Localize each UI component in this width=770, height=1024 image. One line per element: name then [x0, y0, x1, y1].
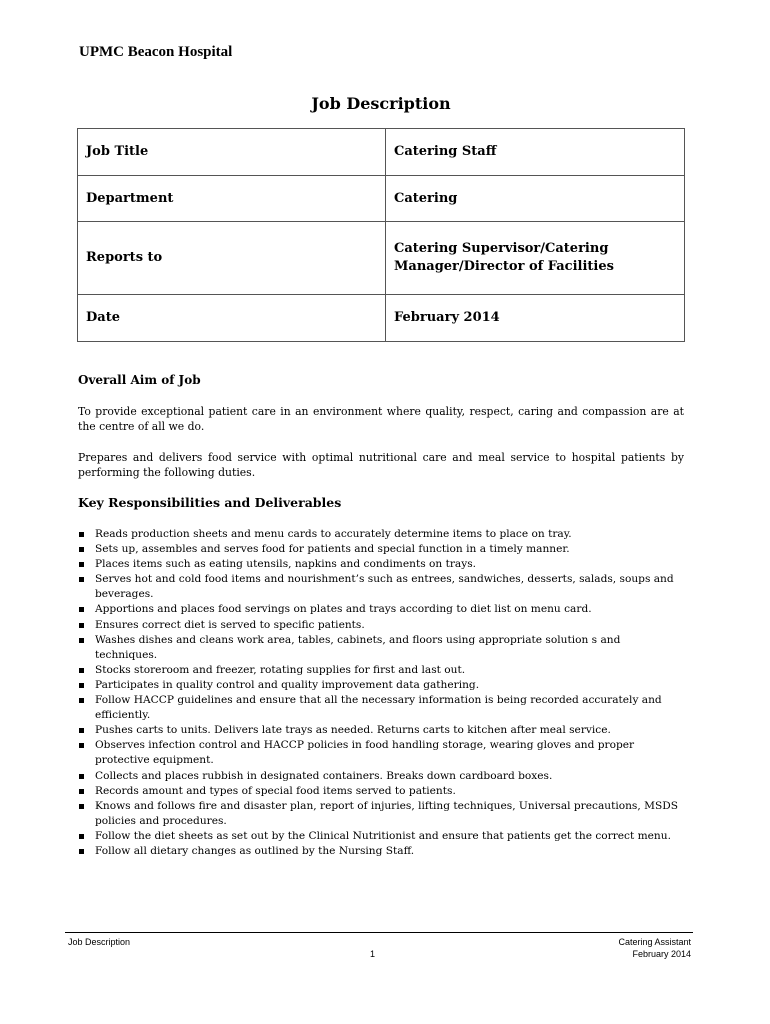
footer-right-top: Catering Assistant: [618, 937, 691, 947]
list-item: Follow HACCP guidelines and ensure that all the necessary information is being recorded accurately and efficiently.: [78, 693, 684, 723]
department-value: Catering: [386, 176, 685, 222]
responsibilities-heading: Key Responsibilities and Deliverables: [78, 495, 342, 510]
list-item: Washes dishes and cleans work area, tables, cabinets, and floors using appropriate solution s and techniques.: [78, 633, 684, 663]
job-title-label: Job Title: [78, 129, 386, 176]
list-item: Serves hot and cold food items and nourishment’s such as entrees, sandwiches, desserts, salads, soups and beverages.: [78, 572, 684, 602]
job-title-value: Catering Staff: [386, 129, 685, 176]
table-row: [78, 295, 685, 342]
hospital-name: UPMC Beacon Hospital: [79, 44, 233, 60]
list-item: Ensures correct diet is served to specific patients.: [78, 618, 684, 633]
list-item: Observes infection control and HACCP policies in food handling storage, wearing gloves and proper protective equipment.: [78, 738, 684, 768]
list-item: Reads production sheets and menu cards to accurately determine items to place on tray.: [78, 527, 684, 542]
table-row: [78, 176, 685, 222]
list-item: Places items such as eating utensils, napkins and condiments on trays.: [78, 557, 684, 572]
department-label: Department: [78, 176, 386, 222]
list-item: Apportions and places food servings on plates and trays according to diet list on menu card.: [78, 602, 684, 617]
list-item: Stocks storeroom and freezer, rotating supplies for first and last out.: [78, 663, 684, 678]
list-item: Follow the diet sheets as set out by the Clinical Nutritionist and ensure that patients get the correct menu.: [78, 829, 684, 844]
list-item: Knows and follows fire and disaster plan, report of injuries, lifting techniques, Universal precautions, MSDS policies and procedures.: [78, 799, 684, 829]
document-title: Job Description: [311, 94, 451, 113]
reports-to-value: Catering Supervisor/Catering Manager/Director of Facilities: [386, 222, 685, 295]
reports-to-label: Reports to: [78, 222, 386, 295]
footer-right-bottom: February 2014: [632, 949, 691, 959]
responsibilities-list: [78, 527, 684, 769]
table-row: [78, 129, 685, 176]
date-label: Date: [78, 295, 386, 342]
overall-aim-heading: Overall Aim of Job: [78, 373, 201, 387]
list-item: Follow all dietary changes as outlined by the Nursing Staff.: [78, 844, 684, 859]
aim-paragraph-2: Prepares and delivers food service with optimal nutritional care and meal service to hospital patients by performing the following duties.: [78, 451, 684, 479]
list-item: Collects and places rubbish in designated containers. Breaks down cardboard boxes.: [78, 769, 684, 784]
aim-paragraph-1: To provide exceptional patient care in an environment where quality, respect, caring and compassion are at the centre of all we do.: [78, 405, 684, 433]
list-item: Pushes carts to units. Delivers late trays as needed. Returns carts to kitchen after meal service.: [78, 723, 684, 738]
list-item: Participates in quality control and quality improvement data gathering.: [78, 678, 684, 693]
footer-divider: [65, 932, 693, 933]
date-value: February 2014: [386, 295, 685, 342]
table-row: [78, 222, 685, 295]
footer-left-text: Job Description: [68, 937, 131, 947]
page-number: 1: [370, 949, 376, 959]
list-item: Sets up, assembles and serves food for patients and special function in a timely manner.: [78, 542, 684, 557]
job-info-table: [77, 128, 685, 342]
list-item: Records amount and types of special food items served to patients.: [78, 784, 684, 799]
responsibilities-list-continued: [78, 769, 684, 860]
